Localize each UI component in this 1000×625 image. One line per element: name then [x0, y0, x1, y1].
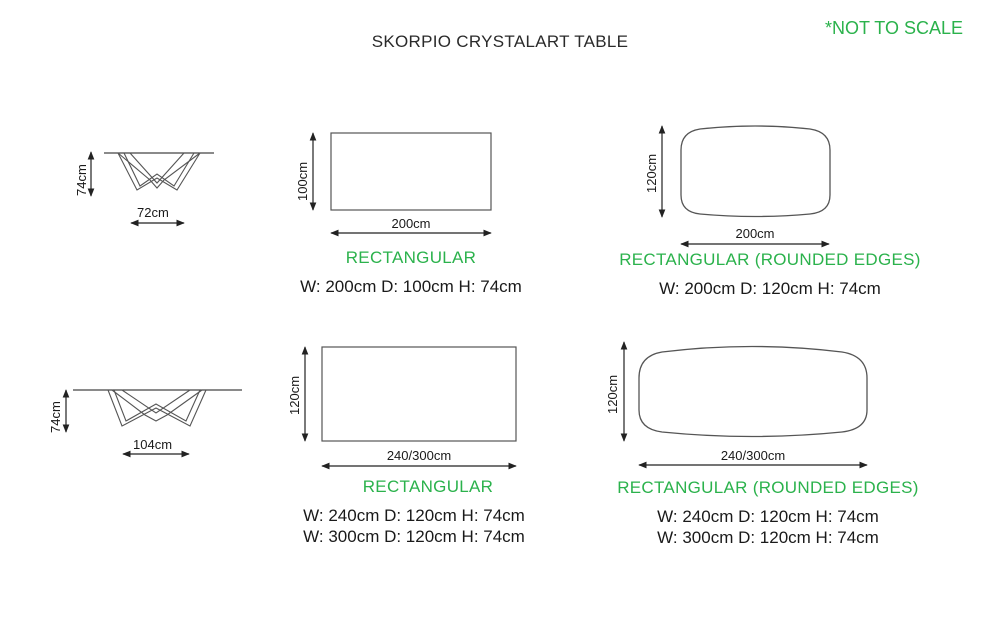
- table-top-4-spec-2: W: 300cm D: 120cm H: 74cm: [657, 528, 879, 547]
- table-top-3-width-label: 240/300cm: [386, 448, 452, 463]
- table-top-1-depth-label: 100cm: [295, 161, 310, 201]
- table-top-2-depth-label: 120cm: [644, 153, 659, 193]
- table-top-1-outline: [331, 133, 491, 210]
- table-top-4-width-label: 240/300cm: [720, 448, 786, 463]
- table-top-1-spec-1: W: 200cm D: 100cm H: 74cm: [300, 277, 522, 296]
- table-top-1-width-label: 200cm: [391, 216, 431, 231]
- table-top-3-spec-1: W: 240cm D: 120cm H: 74cm: [303, 506, 525, 525]
- table-top-4-spec-1: W: 240cm D: 120cm H: 74cm: [657, 507, 879, 526]
- table-top-3-name: RECTANGULAR: [362, 477, 494, 496]
- side-view-2-legs: [108, 390, 206, 426]
- side-view-2-height-label: 74cm: [48, 401, 63, 433]
- side-view-1-base-label: 72cm: [137, 205, 169, 220]
- side-view-1-height-label: 74cm: [74, 164, 89, 196]
- table-top-2-outline: [681, 126, 830, 217]
- diagram-title: SKORPIO CRYSTALART TABLE: [371, 32, 629, 51]
- table-top-1-name: RECTANGULAR: [345, 248, 477, 267]
- table-top-2-width-label: 200cm: [735, 226, 775, 241]
- side-view-1-legs: [118, 153, 200, 190]
- table-top-4-depth-label: 120cm: [605, 374, 620, 414]
- side-view-2-base-label: 104cm: [133, 437, 173, 452]
- table-top-4: [624, 342, 867, 465]
- table-top-2-spec-1: W: 200cm D: 120cm H: 74cm: [659, 279, 881, 298]
- not-to-scale-note: *NOT TO SCALE: [824, 18, 963, 38]
- table-top-3-outline: [322, 347, 516, 441]
- table-top-3-spec-2: W: 300cm D: 120cm H: 74cm: [303, 527, 525, 546]
- table-top-3-depth-label: 120cm: [287, 375, 302, 415]
- table-top-4-outline: [639, 347, 867, 437]
- table-top-2-name: RECTANGULAR (ROUNDED EDGES): [619, 250, 921, 269]
- table-top-4-name: RECTANGULAR (ROUNDED EDGES): [617, 478, 919, 497]
